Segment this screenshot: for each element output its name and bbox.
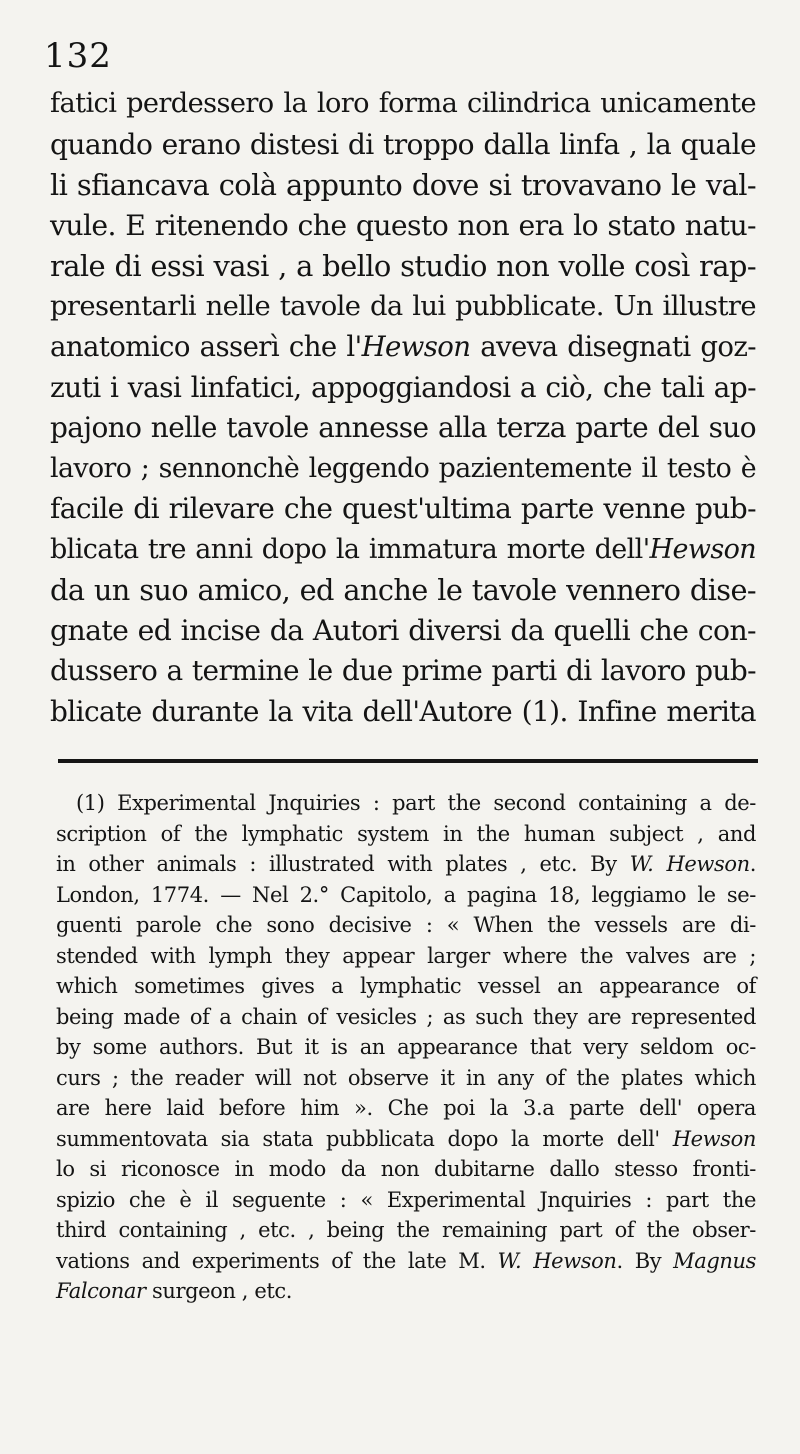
text-line: blicate durante la vita dell'Autore (1). Infine merita [50,694,756,728]
footnote-line: guenti parole che sono decisive : « When the vessels are di- [56,913,756,937]
text-line: gnate ed incise da Autori diversi da quelli che con- [50,613,756,647]
footnote-block [56,788,756,1307]
text-line: pajono nelle tavole annesse alla terza parte del suo [50,411,756,444]
footnote-line: scription of the lymphatic system in the human subject , and [56,821,756,846]
footnote-line: by some authors. But it is an appearance that very seldom oc- [56,1035,756,1059]
text-line: rale di essi vasi , a bello studio non volle così rap- [50,249,756,283]
footnote-line: London, 1774. — Nel 2.° Capitolo, a pagina 18, leggiamo le se- [56,882,756,907]
footnote-line: (1) Experimental Jnquiries : part the second containing a de- [76,791,756,815]
text-line: li sfiancava colà appunto dove si trovavano le val- [50,168,756,202]
footnote-line: lo si riconosce in modo da non dubitarne dallo stesso fronti- [56,1157,756,1181]
footnote-line: in other animals : illustrated with plates , etc. By W. Hewson. [56,852,756,876]
text-line: presentarli nelle tavole da lui pubblicate. Un illustre [50,290,756,322]
footnote-separator-rule [58,759,758,763]
text-line: quando erano distesi di troppo dalla linfa , la quale [50,127,756,161]
footnote-line: are here laid before him ». Che poi la 3.a parte dell' opera [56,1096,756,1120]
text-line: vule. E ritenendo che questo non era lo stato natu- [50,208,756,242]
footnote-line: summentovata sia stata pubblicata dopo la morte dell' Hewson [56,1126,756,1151]
text-line: lavoro ; sennonchè leggendo pazientemente il testo è [50,452,756,484]
text-line: fatici perdessero la loro forma cilindrica unicamente [50,88,756,119]
footnote-line: being made of a chain of vesicles ; as such they are represented [56,1004,756,1029]
text-line: da un suo amico, ed anche le tavole vennero dise- [50,573,756,607]
footnote-line: spizio che è il seguente : « Experimental Jnquiries : part the [56,1187,756,1212]
text-line: dussero a termine le due prime parti di lavoro pub- [50,654,756,687]
text-line: zuti i vasi linfatici, appoggiandosi a ciò, che tali ap- [50,370,756,404]
main-text-block [50,84,756,732]
text-line: facile di rilevare che quest'ultima parte venne pub- [50,492,756,525]
footnote-line: curs ; the reader will not observe it in any of the plates which [56,1065,756,1090]
footnote-line: Falconar surgeon , etc. [56,1279,293,1303]
text-line: anatomico asserì che l'Hewson aveva disegnati goz- [50,330,756,363]
text-line: blicata tre anni dopo la immatura morte dell'Hewson [50,533,756,565]
page-number: 132 [44,36,112,76]
footnote-line: which sometimes gives a lymphatic vessel an appearance of [56,974,756,998]
footnote-line: stended with lymph they appear larger where the valves are ; [56,943,756,968]
footnote-line: third containing , etc. , being the remaining part of the obser- [56,1218,756,1242]
footnote-line: vations and experiments of the late M. W. Hewson. By Magnus [56,1248,756,1273]
